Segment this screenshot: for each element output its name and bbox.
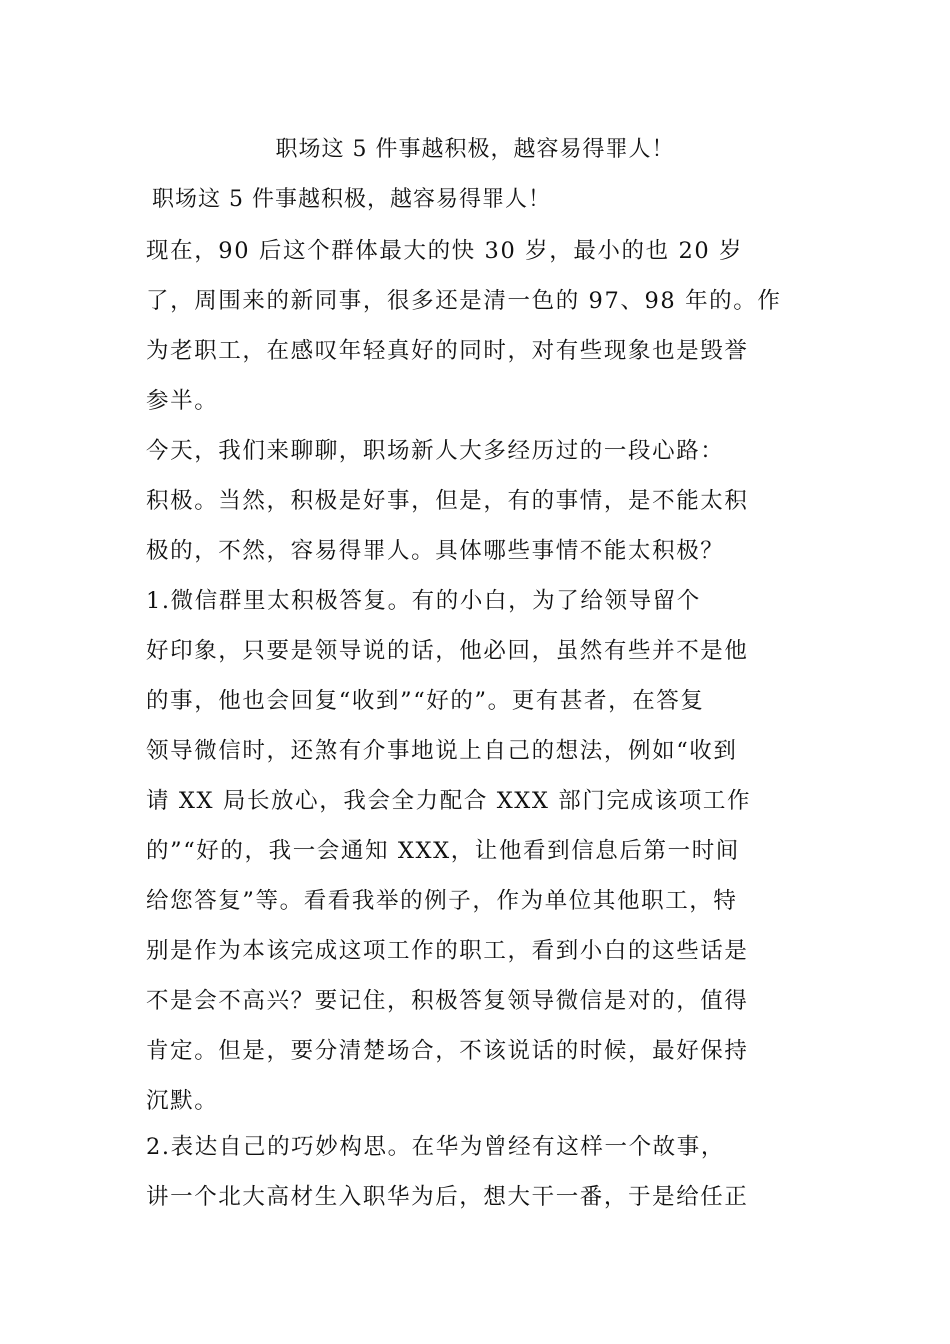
document-title-left: 职场这 5 件事越积极，越容易得罪人！ bbox=[152, 187, 551, 212]
paragraph-3 bbox=[146, 576, 826, 1126]
paragraph-line: 的”“好的，我一会通知 XXX，让他看到信息后第一时间 bbox=[146, 838, 740, 864]
paragraph-line: 了，周围来的新同事，很多还是清一色的 97、98 年的。作 bbox=[146, 288, 782, 314]
paragraph-1 bbox=[146, 226, 826, 426]
paragraph-line: 1.微信群里太积极答复。有的小白，为了给领导留个 bbox=[146, 588, 701, 614]
paragraph-line: 好印象，只要是领导说的话，他必回，虽然有些并不是他 bbox=[146, 638, 749, 664]
paragraph-line: 参半。 bbox=[146, 388, 219, 414]
document-title-centered: 职场这 5 件事越积极，越容易得罪人！ bbox=[275, 137, 675, 162]
paragraph-line: 现在，90 后这个群体最大的快 30 岁，最小的也 20 岁 bbox=[146, 238, 744, 264]
paragraph-line: 沉默。 bbox=[146, 1088, 219, 1114]
paragraph-line: 请 XX 局长放心，我会全力配合 XXX 部门完成该项工作 bbox=[146, 788, 752, 814]
paragraph-line: 讲一个北大高材生入职华为后，想大干一番，于是给任正 bbox=[146, 1184, 749, 1210]
paragraph-4 bbox=[146, 1122, 826, 1222]
paragraph-line: 积极。当然，积极是好事，但是，有的事情，是不能太积 bbox=[146, 488, 749, 514]
paragraph-line: 为老职工，在感叹年轻真好的同时，对有些现象也是毁誉 bbox=[146, 338, 749, 364]
paragraph-line: 今天，我们来聊聊，职场新人大多经历过的一段心路： bbox=[146, 438, 725, 464]
paragraph-line: 极的，不然，容易得罪人。具体哪些事情不能太积极？ bbox=[146, 538, 725, 564]
paragraph-line: 领导微信时，还煞有介事地说上自己的想法，例如“收到 bbox=[146, 738, 738, 764]
paragraph-2 bbox=[146, 426, 826, 576]
paragraph-line: 给您答复”等。看看我举的例子，作为单位其他职工，特 bbox=[146, 888, 738, 914]
paragraph-line: 肯定。但是，要分清楚场合，不该说话的时候，最好保持 bbox=[146, 1038, 749, 1064]
paragraph-line: 2.表达自己的巧妙构思。在华为曾经有这样一个故事， bbox=[146, 1134, 725, 1160]
paragraph-line: 的事，他也会回复“收到”“好的”。更有甚者，在答复 bbox=[146, 688, 705, 714]
paragraph-line: 不是会不高兴？要记住，积极答复领导微信是对的，值得 bbox=[146, 988, 749, 1014]
paragraph-line: 别是作为本该完成这项工作的职工，看到小白的这些话是 bbox=[146, 938, 749, 964]
